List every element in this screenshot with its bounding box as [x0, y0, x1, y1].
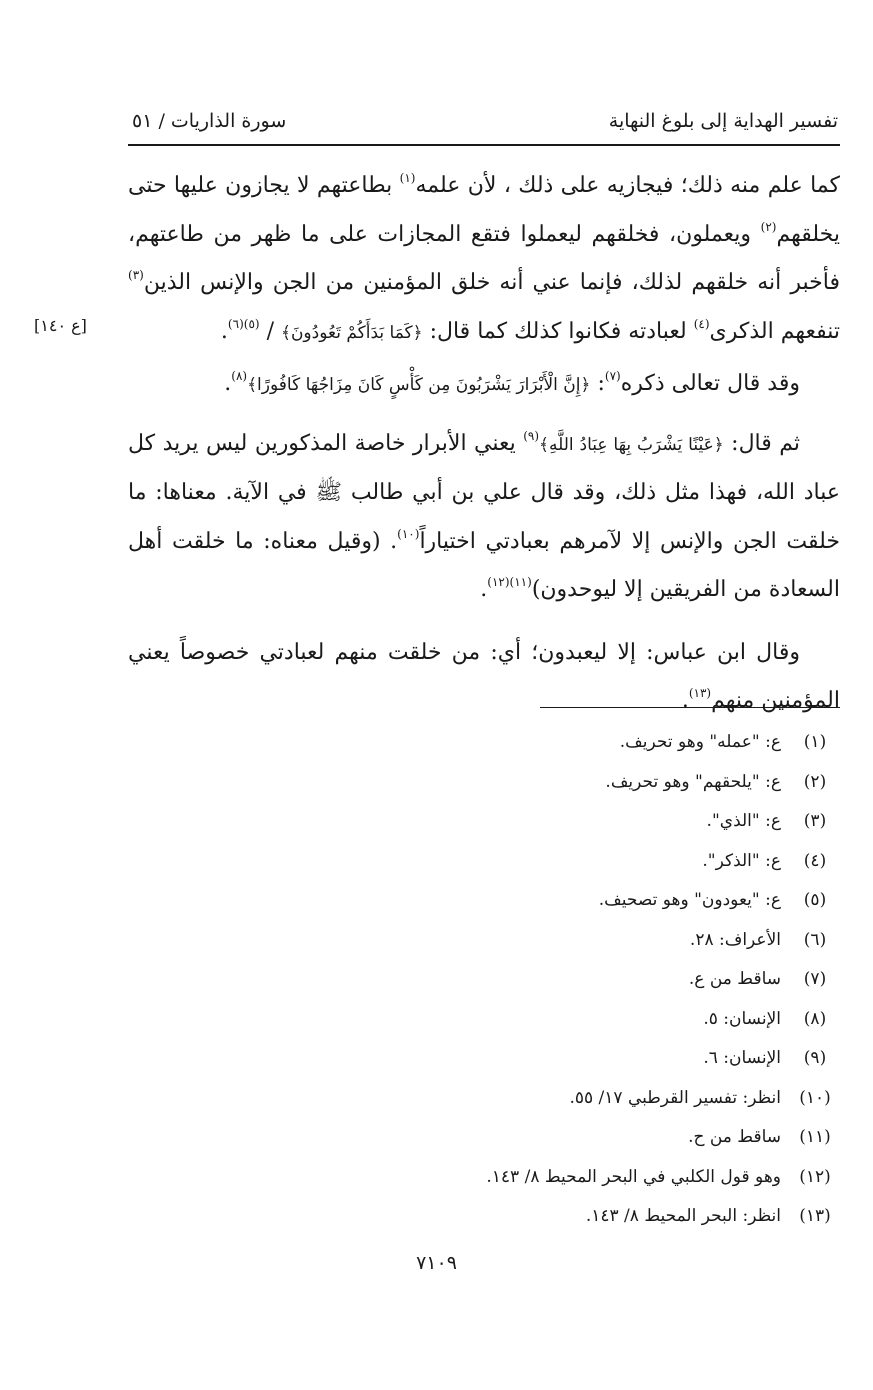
footnote-text: ساقط من ح.	[688, 1127, 781, 1147]
footnote-text: ع: "يعودون" وهو تصحيف.	[598, 890, 781, 910]
footnote-item	[361, 802, 841, 842]
footnote-text: ساقط من ع.	[688, 969, 781, 989]
footnote-number: (١)	[803, 732, 827, 752]
footnote-number: (٢)	[803, 771, 827, 792]
footnote-divider	[540, 707, 840, 708]
page-number: ٧١٠٩	[416, 1252, 457, 1274]
footnote-number: (١٠)	[799, 1087, 831, 1108]
paragraph-3	[128, 420, 840, 615]
footnote-text: وهو قول الكلبي في البحر المحيط ٨/ ١٤٣.	[486, 1166, 781, 1187]
footnote-number: (١١)	[799, 1127, 831, 1147]
footnote-item	[361, 1197, 841, 1237]
footnote-marker: (٨)	[231, 369, 248, 383]
footnote-marker: (٩)	[523, 428, 540, 443]
book-title: تفسير الهداية إلى بلوغ النهاية	[608, 110, 838, 132]
footnote-item	[361, 1039, 841, 1079]
paragraph-2	[128, 360, 840, 410]
footnote-text: الإنسان: ٥.	[703, 1008, 781, 1029]
main-text	[128, 162, 840, 726]
footnote-item	[361, 1000, 841, 1040]
footnote-marker: (١١)(١٢)	[487, 575, 532, 589]
footnote-marker: (٢)	[760, 219, 777, 234]
paragraph-1	[128, 162, 840, 357]
footnote-number: (٨)	[803, 1008, 827, 1029]
text-segment: لعبادته فكانوا كذلك كما قال:	[422, 318, 694, 344]
footnote-item	[361, 881, 841, 921]
footnote-number: (٩)	[803, 1048, 827, 1068]
manuscript-page-ref: [ع ١٤٠]	[34, 316, 87, 335]
footnote-number: (٤)	[803, 850, 827, 871]
footnote-number: (٧)	[803, 969, 827, 989]
footnote-item	[361, 723, 841, 763]
footnote-item	[361, 763, 841, 803]
footnote-marker: (١٣)	[688, 686, 712, 700]
footnote-marker: (١٠)	[397, 526, 420, 541]
footnote-marker: (١)	[399, 171, 416, 185]
footnote-item	[361, 921, 841, 961]
footnote-text: ع: "الذي".	[706, 811, 781, 831]
footnote-item	[361, 960, 841, 1000]
surah-title: سورة الذاريات / ٥١	[132, 110, 287, 132]
text-segment: .	[480, 577, 488, 602]
quran-verse: ﴿عَيْنًا يَشْرَبُ بِهَا عِبَادُ اللَّهِ﴾	[539, 434, 724, 455]
footnote-item	[361, 1079, 841, 1119]
footnote-text: انظر: تفسير القرطبي ١٧/ ٥٥.	[569, 1087, 781, 1108]
footnote-marker: (٣)	[128, 268, 144, 282]
footnote-item	[361, 1118, 841, 1158]
footnote-marker: (٤)	[693, 316, 710, 331]
footnote-item	[361, 1158, 841, 1198]
text-segment: وقال ابن عباس: إلا ليعبدون؛ أي: من خلقت منهم لعبادتي خصوصاً يعني المؤمنين منهم	[128, 639, 840, 713]
text-segment: وقد قال تعالى ذكره	[620, 371, 800, 396]
text-segment: .	[224, 371, 232, 396]
paragraph-4	[128, 629, 840, 726]
footnote-text: الأعراف: ٢٨.	[689, 929, 781, 950]
footnote-text: ع: "عمله" وهو تحريف.	[619, 732, 781, 752]
footnote-number: (٣)	[803, 811, 827, 831]
text-segment: ويعملون، فخلقهم ليعملوا فتقع المجازات على ما ظهر من طاعتهم، فأخبر أنه خلقهم لذلك، فإنما عني أنه خلق المؤمنين من الجن والإنس الذين	[128, 221, 840, 295]
text-segment: يعني الأبرار خاصة المذكورين ليس يريد كل عباد الله، فهذا مثل ذلك، وقد قال علي بن أبي طالب ﷺ في الآية. معناها: ما خلقت الجن والإنس إلا لآمرهم بعبادتي اختياراً	[128, 430, 840, 554]
text-segment: :	[590, 371, 605, 396]
footnote-text: انظر: البحر المحيط ٨/ ١٤٣.	[585, 1206, 781, 1226]
footnote-number: (١٣)	[799, 1206, 831, 1226]
footnote-marker: (٧)	[604, 369, 621, 383]
page-header	[128, 104, 840, 146]
quran-verse: ﴿إِنَّ الْأَبْرَارَ يَشْرَبُونَ مِن كَأْسٍ كَانَ مِزَاجُهَا كَافُورًا﴾	[247, 375, 591, 395]
quran-verse: ﴿كَمَا بَدَأَكُمْ تَعُودُونَ﴾	[280, 322, 423, 343]
footnote-text: ع: "الذكر".	[702, 850, 781, 871]
footnote-number: (٥)	[803, 890, 827, 910]
footnote-item	[361, 842, 841, 882]
text-segment: /	[259, 318, 281, 344]
text-segment: . (وقيل معناه: ما خلقت أهل السعادة من الفريقين إلا ليوحدون)	[128, 528, 840, 602]
footnote-number: (٦)	[803, 929, 827, 950]
footnote-text: ع: "يلحقهم" وهو تحريف.	[605, 771, 781, 792]
footnote-number: (١٢)	[799, 1166, 831, 1187]
text-segment: .	[681, 688, 689, 713]
text-segment: كما علم منه ذلك؛ فيجازيه على ذلك ، لأن علمه	[415, 173, 840, 198]
text-segment: .	[220, 318, 228, 344]
footnotes-list	[361, 723, 841, 1237]
text-segment: ثم قال:	[723, 430, 800, 456]
text-segment: تنفعهم الذكرى	[709, 318, 840, 344]
text-segment: بطاعتهم لا يجازون عليها حتى يخلقهم	[128, 173, 840, 247]
footnote-marker: (٥)(٦)	[227, 316, 260, 331]
footnote-text: الإنسان: ٦.	[703, 1048, 781, 1068]
